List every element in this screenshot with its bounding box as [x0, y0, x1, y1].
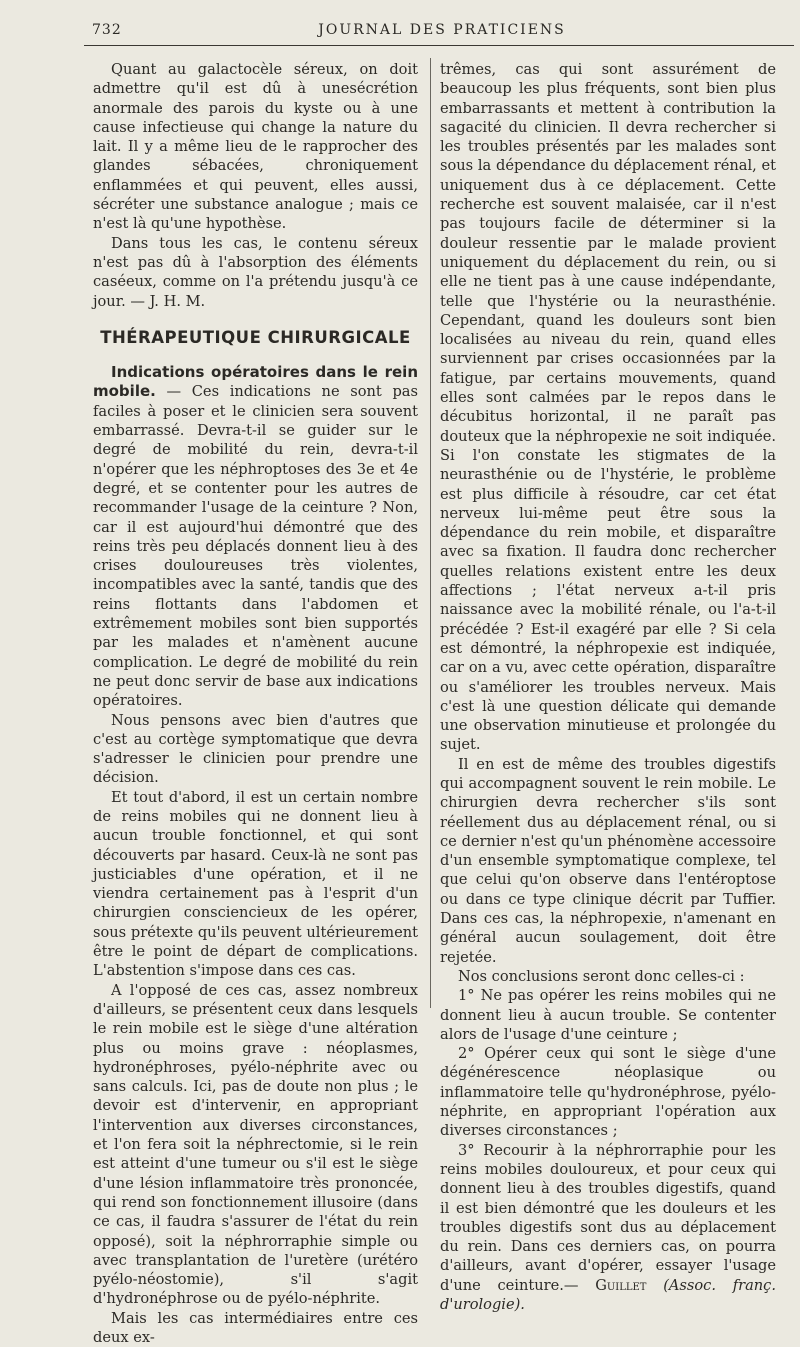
page-header [92, 22, 792, 44]
paragraph: Quant au galactocèle séreux, on doit admettre qu'il est dû à unesécrétion anormale des parois du kyste ou à une cause infectieuse qui change la nature du lait. Il y a même lieu de le rapprocher des glandes sébacées, chroniquement enflammées et qui peuvent, elles aussi, sécréter une substance analogue ; mais ce n'est là qu'une hypothèse. [93, 61, 418, 233]
conclusion-item-1: 1° Ne pas opérer les reins mobiles qui ne donnent lieu à aucun trouble. Se contenter alors de l'usage d'une ceinture ; [440, 987, 776, 1043]
article-title: Indications opératoires dans le rein mobile. [93, 363, 418, 401]
section-title: THÉRAPEUTIQUE CHIRURGICALE [100, 327, 411, 347]
paragraph: Mais les cas intermédiaires entre ces deux ex- [93, 1309, 418, 1346]
left-column [93, 60, 418, 1347]
conclusion-item-2: 2° Opérer ceux qui sont le siège d'une dégénérescence néoplasique ou inflammatoire telle qu'hydronéphrose, pyélo-néphrite, en appropriant l'opération aux diverses circonstances ; [440, 1045, 776, 1140]
paragraph: Dans tous les cas, le contenu séreux n'est pas dû à l'absorption des éléments caséeux, comme on l'a prétendu jusqu'à ce jour. — J. H. M. [93, 234, 418, 310]
conclusion-item-3 [440, 1141, 776, 1315]
item-text: 3° Recourir à la néphrorraphie pour les reins mobiles douloureux, et pour ceux qui donnent lieu à des troubles digestifs, quand il est bien démontré que les douleurs et les troubles digestifs sont dus au déplacement du rein. Dans ces derniers cas, on pourra d'ailleurs, avant d'opérer, essayer l'usage d'une ceinture.— [440, 1141, 776, 1294]
source-citation: (Assoc. franç. d'urologie). [440, 1276, 776, 1313]
paragraph: Nous pensons avec bien d'autres que c'est au cortège symptomatique que devra s'adresser le clinicien pour prendre une décision. [93, 711, 418, 787]
author-name: Guillet [595, 1276, 647, 1294]
paragraph: A l'opposé de ces cas, assez nombreux d'ailleurs, se présentent ceux dans lesquels le rein mobile est le siège d'une altération plus ou moins grave : néoplasmes, hydronéphroses, pyélo-néphrite avec ou sans calculs. Ici, pas de doute non plus ; le devoir est d'intervenir, en appropriant l'intervention aux diverses circonstances, et l'on fera soit la néphrectomie, si le rein est atteint d'une tumeur ou s'il est le siège d'une lésion inflammatoire très prononcée, qui rend son fonctionnement illusoire (dans ce cas, il faudra s'assurer de l'état du rein opposé), soit la néphrorraphie simple ou avec transplantation de l'uretère (urétéro pyélo-néostomie), s'il s'agit d'hydronéphrose ou de pyélo-néphrite. [93, 981, 418, 1308]
paragraph: Et tout d'abord, il est un certain nombre de reins mobiles qui ne donnent lieu à aucun trouble fonctionnel, et qui sont découverts par hasard. Ceux-là ne sont pas justiciables d'une opération, et il ne viendra certainement pas à l'esprit d'un chirurgien consciencieux de les opérer, sous prétexte qu'ils peuvent ultérieurement être le point de départ de complications. L'abstention s'impose dans ces cas. [93, 788, 418, 980]
paragraph-text: — Ces indications ne sont pas faciles à poser et le clinicien sera souvent embarrassé. Devra-t-il se guider sur le degré de mobilité du rein, devra-t-il n'opérer que les néphroptoses des 3e et 4e degré, et se contenter pour les autres de recommander l'usage de la ceinture ? Non, car il est aujourd'hui démontré que des reins très peu déplacés donnent lieu à des crises douloureuses très violentes, incompatibles avec la santé, tandis que des reins flottants dans l'abdomen et extrêmement mobiles sont bien supportés par les malades et n'amènent aucune complication. Le degré de mobilité du rein ne peut donc servir de base aux indications opératoires. [93, 383, 418, 710]
article-paragraph [93, 363, 418, 710]
column-divider [430, 58, 431, 1008]
paragraph: trêmes, cas qui sont assurément de beaucoup les plus fréquents, sont bien plus embarrassants et mettent à contribution la sagacité du clinicien. Il devra rechercher si les troubles présentés par les malades sont sous la dépendance du déplacement rénal, et uniquement dus à ce déplacement. Cette recherche est souvent malaisée, car il n'est pas toujours facile de déterminer si la douleur ressentie par le malade provient uniquement du déplacement du rein, ou si elle ne tient pas à une cause indépendante, telle que l'hystérie ou la neurasthénie. Cependant, quand les douleurs sont bien localisées au niveau du rein, quand elles surviennent par crises occasionnées par la fatigue, par certains mouvements, quand elles sont calmées par le repos dans le décubitus horizontal, il ne paraît pas douteux que la néphropexie ne soit indiquée. Si l'on constate les stigmates de la neurasthénie ou de l'hystérie, le problème est plus difficile à résoudre, car cet état nerveux lui-même peut être sous la dépendance du rein mobile, et disparaître avec sa fixation. Il faudra donc rechercher quelles relations existent entre les deux affections ; l'état nerveux a-t-il pris naissance avec la mobilité rénale, ou l'a-t-il précédée ? Est-il exagéré par elle ? Si cela est démontré, la néphropexie est indiquée, car on a vu, avec cette opération, disparaître ou s'améliorer les troubles nerveux. Mais c'est là une question délicate qui demande une observation minutieuse et prolongée du sujet. [440, 61, 776, 754]
paragraph: Nos conclusions seront donc celles-ci : [458, 967, 745, 985]
right-column [440, 60, 776, 1314]
header-rule [84, 45, 794, 46]
journal-title: JOURNAL DES PRATICIENS [318, 22, 566, 38]
page-number: 732 [92, 22, 122, 38]
paragraph: Il en est de même des troubles digestifs qui accompagnent souvent le rein mobile. Le chirurgien devra rechercher s'ils sont réellement dus au déplacement rénal, ou si ce dernier n'est qu'un phénomène accessoire d'un ensemble symptomatique complexe, tel que celui qu'on observe dans l'entéroptose ou dans ce type clinique décrit par Tuffier. Dans ces cas, la néphropexie, n'amenant en général aucun soulagement, doit être rejetée. [440, 755, 776, 966]
